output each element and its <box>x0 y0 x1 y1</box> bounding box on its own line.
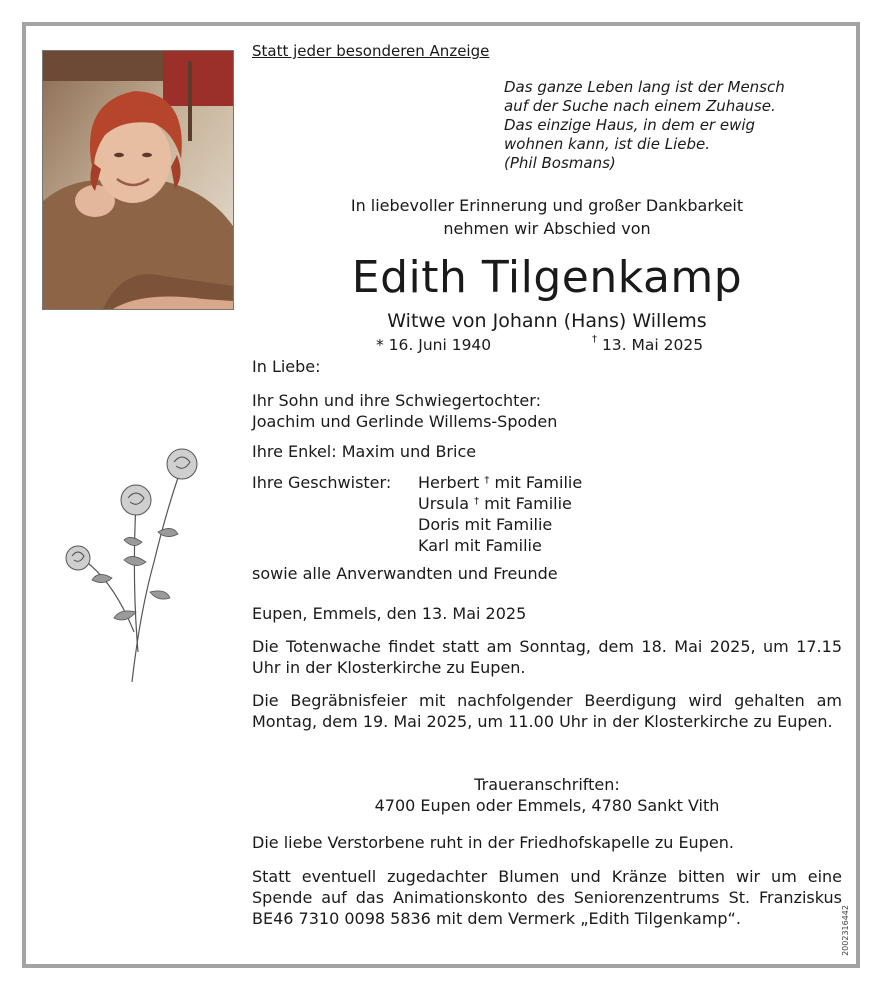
in-love: In Liebe: <box>252 357 321 376</box>
donation-info: Statt eventuell zugedachter Blumen und Kränze bitten wir um eine Spende auf das Animationskonto des Seniorenzentrums St. Franziskus BE46 7310 0098 5836 mit dem Vermerk „Edith Tilgenkamp“. <box>252 867 842 928</box>
quote-line: auf der Suche nach einem Zuhause. <box>504 97 776 115</box>
sibling-item: Herbert † mit Familie <box>418 473 583 492</box>
quote-block <box>504 78 844 173</box>
wake-info: Die Totenwache findet statt am Sonntag, dem 18. Mai 2025, um 17.15 Uhr in der Klosterkirche zu Eupen. <box>252 637 842 677</box>
son-block <box>252 390 842 432</box>
rose-illustration <box>54 442 204 682</box>
deceased-name: Edith Tilgenkamp <box>351 252 743 303</box>
sibling-item: Ursula † mit Familie <box>418 494 572 513</box>
intro-line-1: In liebevoller Erinnerung und großer Dankbarkeit <box>350 196 744 215</box>
header-note: Statt jeder besonderen Anzeige <box>252 42 490 60</box>
siblings-list <box>418 472 582 556</box>
quote-line: wohnen kann, ist die Liebe. <box>504 135 710 153</box>
quote-author: (Phil Bosmans) <box>504 154 616 172</box>
relatives: sowie alle Anverwandten und Freunde <box>252 564 558 583</box>
addresses-value: 4700 Eupen oder Emmels, 4780 Sankt Vith <box>374 796 720 815</box>
portrait-photo <box>42 50 234 310</box>
birth-date: * 16. Juni 1940 <box>376 336 492 354</box>
place-date: Eupen, Emmels, den 13. Mai 2025 <box>252 604 527 623</box>
sibling-item: Karl mit Familie <box>418 536 542 555</box>
son-label: Ihr Sohn und ihre Schwiegertochter: <box>252 391 541 410</box>
addresses-label: Traueranschriften: <box>474 775 620 794</box>
siblings-label: Ihre Geschwister: <box>252 473 392 492</box>
reference-number: 2002316442 <box>841 905 850 956</box>
intro-line-2: nehmen wir Abschied von <box>443 219 651 238</box>
resting-place: Die liebe Verstorbene ruht in der Friedhofskapelle zu Eupen. <box>252 833 734 852</box>
widow-of: Witwe von Johann (Hans) Willems <box>387 310 707 332</box>
quote-line: Das ganze Leben lang ist der Mensch <box>504 78 785 96</box>
grandchildren: Ihre Enkel: Maxim und Brice <box>252 442 477 461</box>
cross-symbol: † <box>592 334 597 345</box>
sibling-item: Doris mit Familie <box>418 515 553 534</box>
death-date: 13. Mai 2025 <box>601 336 704 354</box>
quote-line: Das einzige Haus, in dem er ewig <box>504 116 756 134</box>
death-date-wrap <box>592 336 703 354</box>
obituary-frame <box>22 22 860 968</box>
intro-text <box>252 194 842 240</box>
addresses <box>252 774 842 816</box>
son-names: Joachim und Gerlinde Willems-Spoden <box>252 412 558 431</box>
funeral-info: Die Begräbnisfeier mit nachfolgender Beerdigung wird gehalten am Montag, dem 19. Mai 2025, um 11.00 Uhr in der Klosterkirche zu Eupen. <box>252 691 842 731</box>
